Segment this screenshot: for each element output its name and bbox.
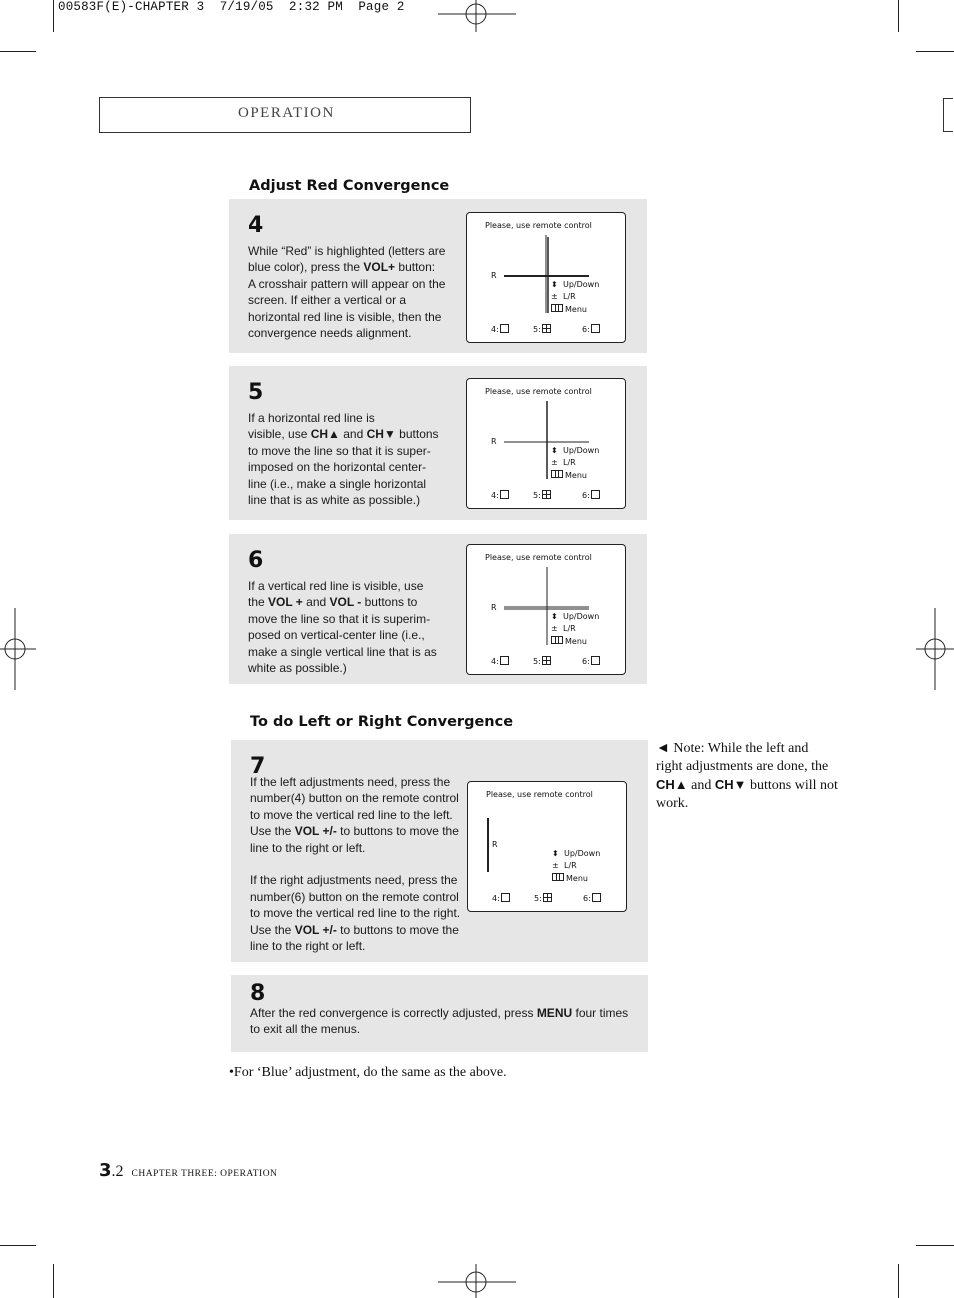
- step-5-text: If a horizontal red line is visible, use CH▲ and CH▼ buttons to move the line so that it is super- imposed on the horizontal center- line (i.e., make a single horizontal line that is as white as possible.): [248, 411, 439, 508]
- updown-icon: ⬍: [551, 446, 558, 455]
- square-box-icon: [500, 490, 509, 499]
- screen-title: Please, use remote control: [485, 553, 592, 562]
- menu-icon: [551, 636, 563, 644]
- square-box-icon: [592, 893, 601, 902]
- square-box-icon: [591, 490, 600, 499]
- section-title: OPERATION: [238, 105, 335, 121]
- page-footer: 3.2 CHAPTER THREE: OPERATION: [99, 1160, 278, 1181]
- crosshair-lines: [467, 213, 624, 341]
- updown-item: ⬍ Up/Down: [552, 849, 601, 858]
- plus-minus-icon: ±: [552, 861, 559, 870]
- button-5-indicator: 5:: [533, 490, 551, 500]
- tv-screen-diagram: [466, 378, 626, 509]
- button-4-indicator: 4:: [491, 324, 509, 334]
- menu-icon: [551, 470, 563, 478]
- channel-label: R: [491, 271, 497, 280]
- plus-minus-icon: ±: [551, 624, 558, 633]
- step-7-panel: [231, 740, 648, 962]
- section-tab-edge: [943, 98, 953, 132]
- plus-minus-icon: ±: [551, 458, 558, 467]
- button-5-indicator: 5:: [534, 893, 552, 903]
- lr-item: ± L/R: [551, 458, 576, 467]
- menu-item: Menu: [551, 636, 587, 646]
- lr-item: ± L/R: [551, 624, 576, 633]
- channel-label: R: [491, 603, 497, 612]
- menu-item: Menu: [551, 470, 587, 480]
- menu-item: Menu: [551, 304, 587, 314]
- crosshair-box-icon: [543, 893, 552, 902]
- crosshair-box-icon: [542, 324, 551, 333]
- step-5-panel: [229, 366, 647, 520]
- square-box-icon: [500, 324, 509, 333]
- tv-screen-diagram: [466, 544, 626, 675]
- updown-icon: ⬍: [551, 612, 558, 621]
- crosshair-lines: [467, 545, 624, 673]
- step-number: 7: [250, 754, 266, 779]
- updown-item: ⬍ Up/Down: [551, 612, 600, 621]
- section-tab: [99, 97, 471, 133]
- tv-screen-diagram: [466, 212, 626, 343]
- vertical-red-line: [468, 782, 625, 910]
- step-7-text: If the left adjustments need, press the number(4) button on the remote control to move the vertical red line to the left. Use the VOL +/- to buttons to move the line to the right or left. If the right adjustments need, press the number(6) button on the remote control to move the vertical red line to the right. Use the VOL +/- to buttons to move the line to the right or left.: [250, 775, 461, 954]
- step-number: 6: [248, 548, 264, 573]
- updown-icon: ⬍: [552, 849, 559, 858]
- screen-title: Please, use remote control: [486, 790, 593, 799]
- tv-screen-diagram: [467, 781, 627, 912]
- left-arrow-icon: ◄: [656, 741, 670, 756]
- menu-item: Menu: [552, 873, 588, 883]
- menu-icon: [551, 304, 563, 312]
- square-box-icon: [591, 656, 600, 665]
- square-box-icon: [501, 893, 510, 902]
- button-6-indicator: 6:: [582, 656, 600, 666]
- print-slug: 00583F(E)-CHAPTER 3 7/19/05 2:32 PM Page 2: [58, 0, 405, 14]
- crosshair-box-icon: [542, 656, 551, 665]
- button-4-indicator: 4:: [492, 893, 510, 903]
- updown-item: ⬍ Up/Down: [551, 446, 600, 455]
- lr-item: ± L/R: [552, 861, 577, 870]
- crosshair-box-icon: [542, 490, 551, 499]
- button-4-indicator: 4:: [491, 656, 509, 666]
- crosshair-lines: [467, 379, 624, 507]
- square-box-icon: [500, 656, 509, 665]
- button-5-indicator: 5:: [533, 656, 551, 666]
- menu-icon: [552, 873, 564, 881]
- lr-item: ± L/R: [551, 292, 576, 301]
- button-6-indicator: 6:: [582, 490, 600, 500]
- step-4-panel: [229, 199, 647, 353]
- step-6-text: If a vertical red line is visible, use the VOL + and VOL - buttons to move the line so that it is superim- posed on vertical-center line (i.e., make a single vertical line that is as white as possible.): [248, 579, 437, 676]
- channel-label: R: [492, 840, 498, 849]
- updown-icon: ⬍: [551, 280, 558, 289]
- heading-left-right-convergence: To do Left or Right Convergence: [250, 714, 514, 730]
- step-number: 5: [248, 380, 264, 405]
- button-6-indicator: 6:: [583, 893, 601, 903]
- updown-item: ⬍ Up/Down: [551, 280, 600, 289]
- blue-adjustment-note: •For ‘Blue’ adjustment, do the same as the above.: [229, 1065, 507, 1080]
- step-4-text: While “Red” is highlighted (letters are blue color), press the VOL+ button: A crosshair pattern will appear on the screen. If either a vertical or a horizontal red line is visible, then the convergence needs alignment.: [248, 244, 446, 341]
- screen-title: Please, use remote control: [485, 221, 592, 230]
- button-4-indicator: 4:: [491, 490, 509, 500]
- screen-title: Please, use remote control: [485, 387, 592, 396]
- step-8-panel: [231, 975, 648, 1052]
- button-6-indicator: 6:: [582, 324, 600, 334]
- heading-red-convergence: Adjust Red Convergence: [249, 178, 450, 194]
- step-8-text: After the red convergence is correctly adjusted, press MENU four times to exit all the menus.: [250, 1006, 629, 1037]
- plus-minus-icon: ±: [551, 292, 558, 301]
- button-5-indicator: 5:: [533, 324, 551, 334]
- step-number: 8: [250, 981, 266, 1006]
- channel-label: R: [491, 437, 497, 446]
- square-box-icon: [591, 324, 600, 333]
- chapter-label: CHAPTER THREE: OPERATION: [131, 1169, 278, 1179]
- page-number: 3: [99, 1160, 112, 1181]
- side-note: ◄ Note: While the left and right adjustments are done, the CH▲ and CH▼ buttons will not work.: [656, 741, 838, 811]
- step-6-panel: [229, 534, 647, 684]
- step-number: 4: [248, 213, 264, 238]
